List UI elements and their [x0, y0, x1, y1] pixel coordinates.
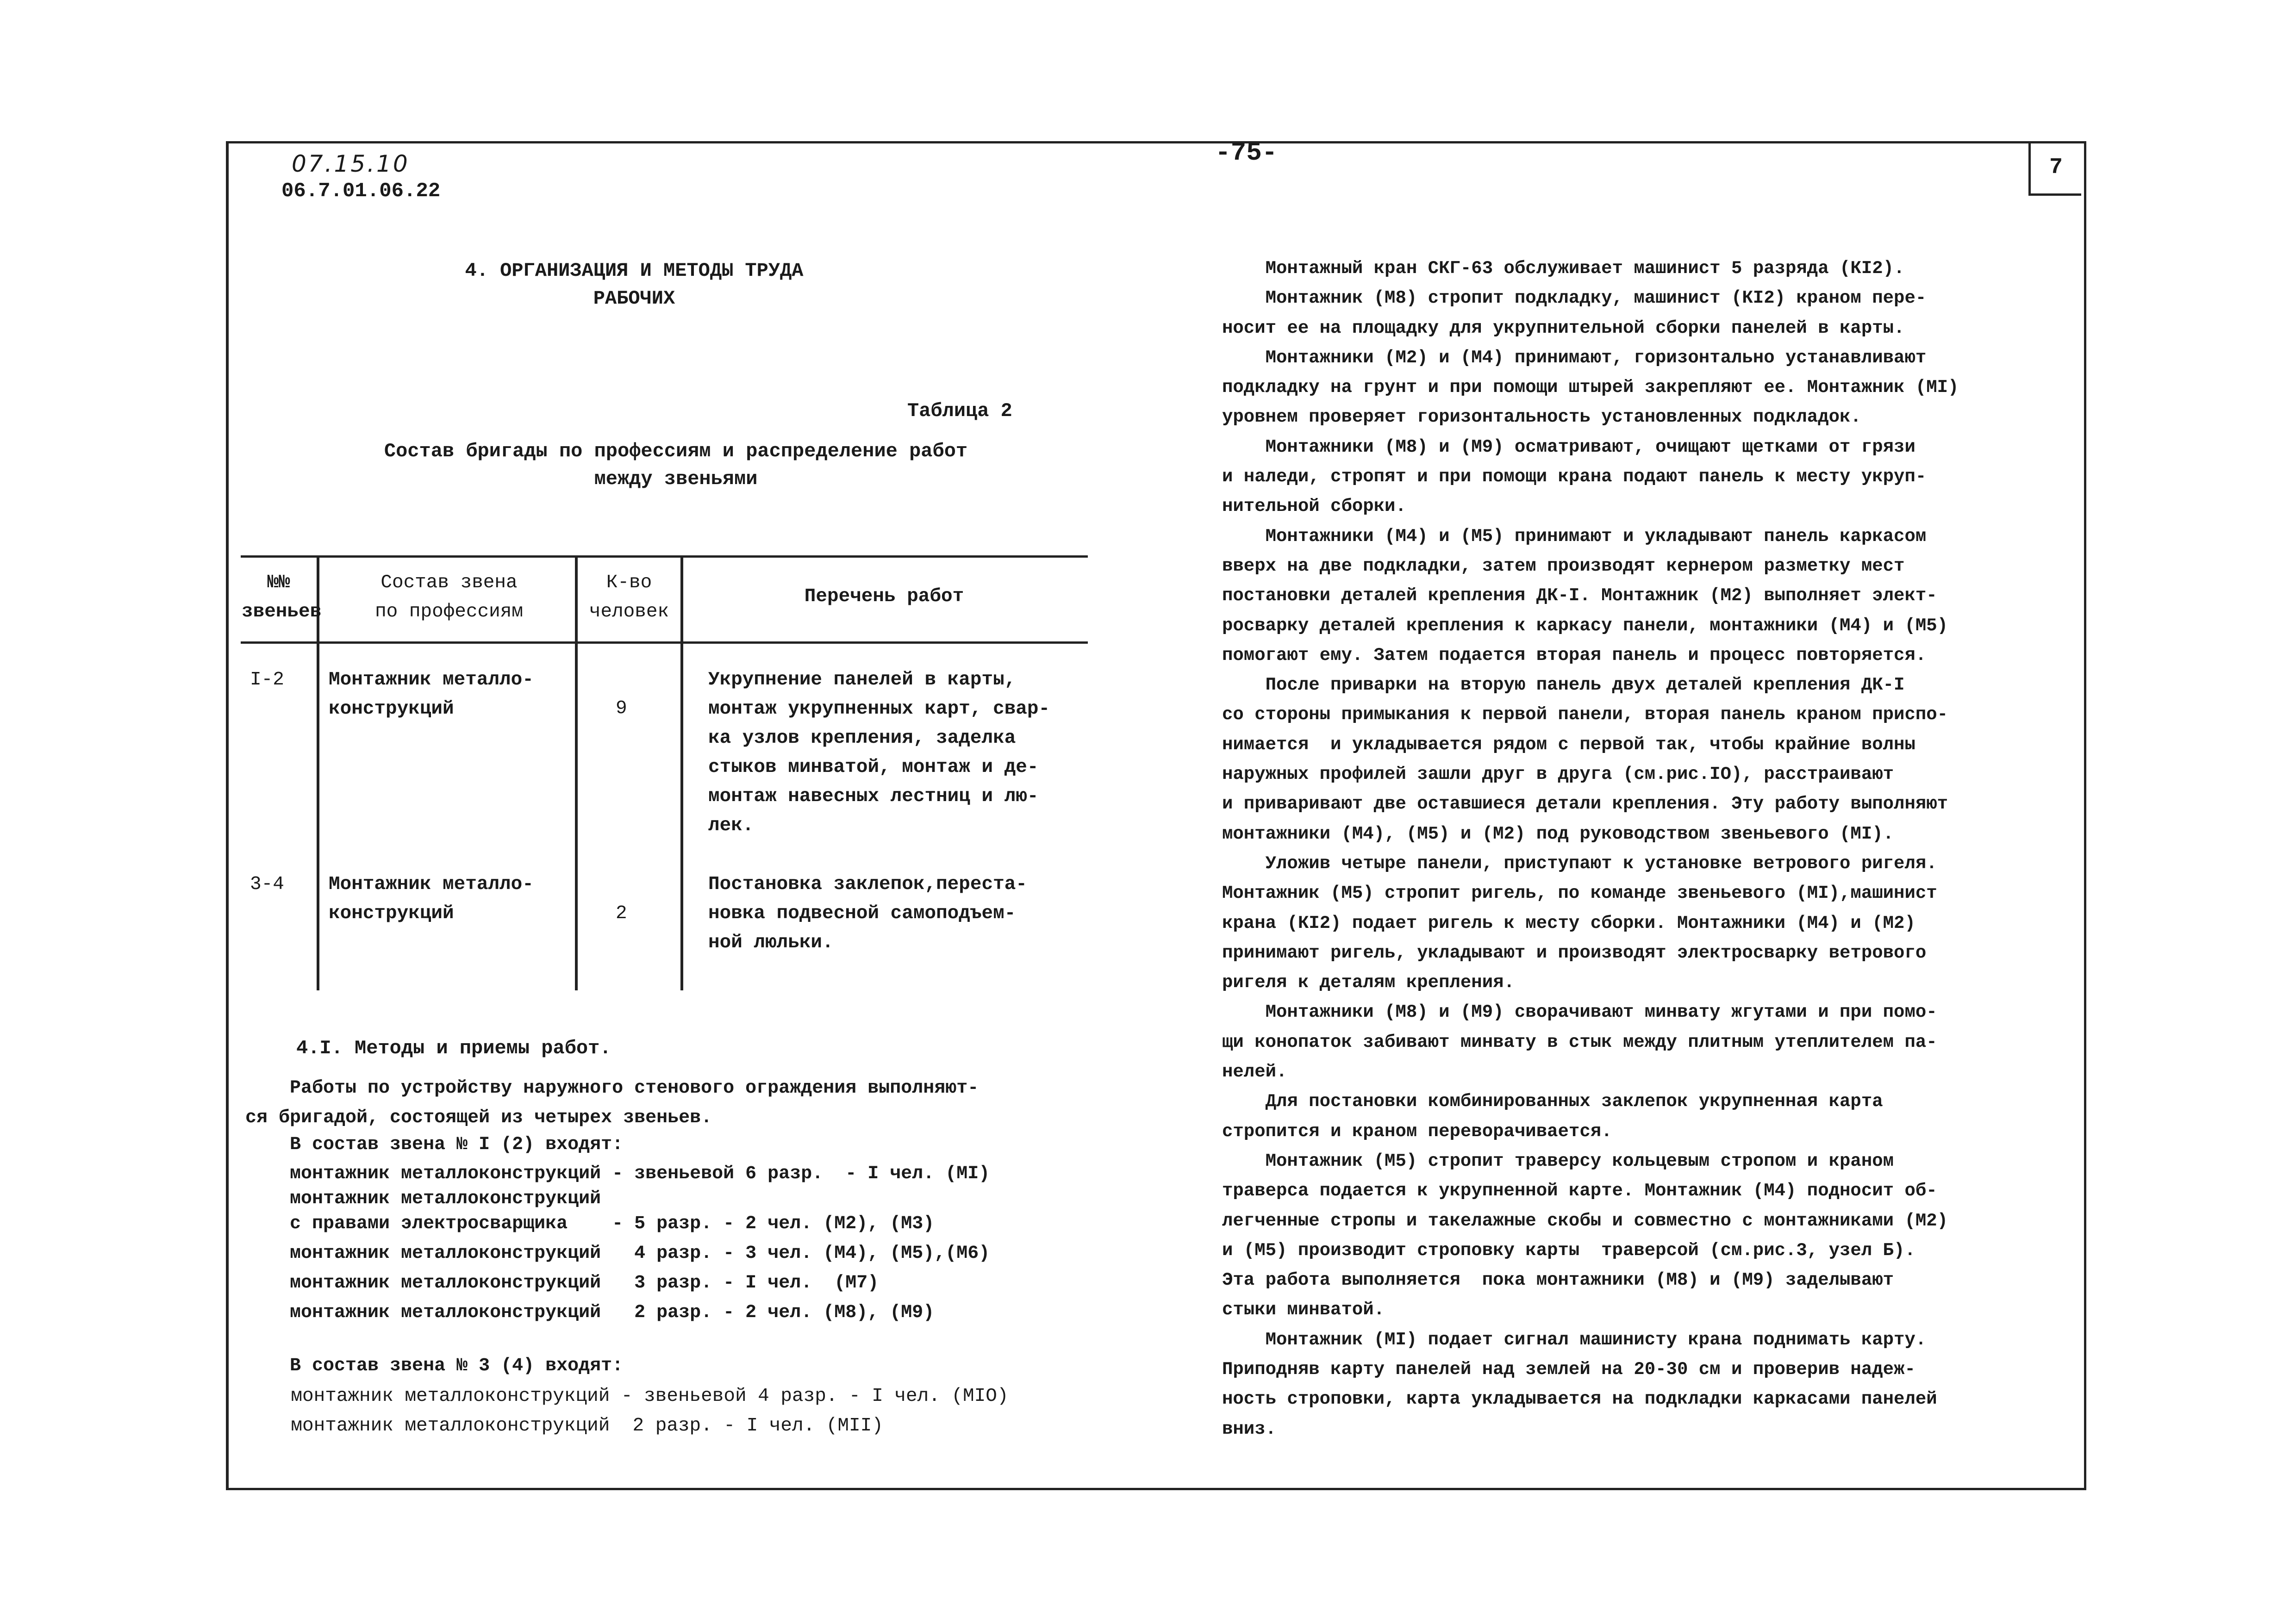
document-code: 06.7.01.06.22: [281, 180, 441, 203]
crew1-line: монтажник металлоконструкций - звеньевой 6 разр. - I чел. (МI): [245, 1163, 990, 1184]
text-line: Монтажники (М4) и (М5) принимают и укладывают панель каркасом: [1222, 526, 1927, 547]
text-line: Приподняв карту панелей над землей на 20-30 см и проверив надеж-: [1222, 1359, 1915, 1380]
text-line: Монтажник (М5) стропит ригель, по команде звеньевого (МI),машинист: [1222, 883, 1937, 904]
text-line: наружных профилей зашли друг в друга (см.рис.IO), расстраивают: [1222, 764, 1894, 785]
section-title: [296, 257, 972, 312]
crew2-line: монтажник металлоконструкций 2 разр. - I чел. (МII): [245, 1415, 883, 1436]
handwritten-code: 07.15.10: [292, 150, 410, 177]
text-line: Монтажник (М5) стропит траверсу кольцевым стропом и краном: [1222, 1150, 1894, 1171]
right-column-text: [1222, 254, 2069, 1444]
text-line: монтажники (М4), (М5) и (М2) под руководством звеньевого (МI).: [1222, 823, 1894, 844]
text-line: росварку деталей крепления к каркасу панели, монтажники (М4) и (М5): [1222, 615, 1948, 636]
text-line: легченные стропы и такелажные скобы и совместно с монтажниками (М2): [1222, 1210, 1948, 1231]
crew2-list: [245, 1381, 1008, 1441]
crew1-line: монтажник металлоконструкций 3 разр. - I чел. (М7): [245, 1273, 879, 1293]
text-line: вверх на две подкладки, затем производят кернером разметку мест: [1222, 555, 1905, 576]
text-line: и (М5) производит строповку карты траверсой (см.рис.3, узел Б).: [1222, 1240, 1915, 1261]
text-line: нелей.: [1222, 1062, 1287, 1082]
text-line: Для постановки комбинированных заклепок укрупненная карта: [1222, 1091, 1883, 1112]
crew2-line: монтажник металлоконструкций - звеньевой 4 разр. - I чел. (МIO): [245, 1386, 1009, 1407]
crew1-title: В состав звена № I (2) входят:: [245, 1134, 624, 1155]
text-line: стыки минватой.: [1222, 1300, 1385, 1320]
text-line: принимают ригель, укладывают и производят электросварку ветрового: [1222, 942, 1927, 963]
row-num: I-2: [250, 669, 284, 690]
crew1-list: [245, 1159, 990, 1328]
text-line: со стороны примыкания к первой панели, вторая панель краном приспо-: [1222, 704, 1948, 725]
section-title-line2: РАБОЧИХ: [593, 287, 675, 310]
text-line: ригеля к деталям крепления.: [1222, 972, 1515, 993]
section-title-line1: 4. ОРГАНИЗАЦИЯ И МЕТОДЫ ТРУДА: [465, 260, 804, 282]
page-number: -75-: [1215, 138, 1278, 168]
sheet-number-box: [2028, 141, 2081, 196]
table-caption-line1: Состав бригады по профессиям и распределение работ: [384, 440, 968, 462]
text-line: стропится и краном переворачивается.: [1222, 1121, 1612, 1142]
text-line: траверса подается к укрупненной карте. Монтажник (М4) подносит об-: [1222, 1181, 1937, 1201]
row-works: Укрупнение панелей в карты, монтаж укрупненных карт, свар- ка узлов крепления, заделка стыков минватой, монтаж и де- монтаж навесных лестниц и лю- лек.: [708, 669, 1050, 836]
table-header-count: К-во человек: [589, 572, 669, 622]
table-caption: [324, 437, 1028, 493]
crew1-line: с правами электросварщика - 5 разр. - 2 чел. (М2), (М3): [245, 1213, 935, 1234]
text-line: Уложив четыре панели, приступают к установке ветрового ригеля.: [1222, 853, 1937, 874]
sheet-number: 7: [2049, 155, 2063, 180]
text-line: крана (КI2) подает ригель к месту сборки. Монтажники (М4) и (М2): [1222, 913, 1915, 933]
text-line: вниз.: [1222, 1418, 1277, 1439]
text-line: Эта работа выполняется пока монтажники (М8) и (М9) заделывают: [1222, 1270, 1894, 1291]
table-header-num: №№ звеньев: [242, 572, 322, 622]
text-line: нительной сборки.: [1222, 496, 1406, 517]
table-header-composition: Состав звена по профессиям: [375, 572, 523, 622]
text-line: уровнем проверяет горизонтальность установленных подкладок.: [1222, 407, 1861, 428]
crew2-title: В состав звена № 3 (4) входят:: [245, 1356, 624, 1376]
text-line: помогают ему. Затем подается вторая панель и процесс повторяется.: [1222, 645, 1927, 665]
text-line: постановки деталей крепления ДК-I. Монтажник (М2) выполняет элект-: [1222, 585, 1937, 606]
table-header-works: Перечень работ: [804, 586, 964, 607]
text-line: Монтажный кран СКГ-63 обслуживает машинист 5 разряда (КI2).: [1222, 258, 1905, 279]
row-num: 3-4: [250, 874, 284, 895]
table-top-rule: [241, 555, 1088, 558]
table-header-rule: [241, 641, 1088, 644]
row-composition: Монтажник металло- конструкций: [329, 669, 534, 720]
row-composition: Монтажник металло- конструкций: [329, 874, 534, 924]
subsection-title: 4.I. Методы и приемы работ.: [296, 1037, 611, 1059]
text-line: носит ее на площадку для укрупнительной сборки панелей в карты.: [1222, 317, 1905, 338]
row-works: Постановка заклепок,переста- новка подвесной самоподъем- ной люльки.: [708, 874, 1027, 953]
crew1-line: монтажник металлоконструкций 4 разр. - 3 чел. (М4), (М5),(М6): [245, 1243, 990, 1264]
text-line: После приварки на вторую панель двух деталей крепления ДК-I: [1222, 675, 1905, 696]
crew1-line: монтажник металлоконструкций: [245, 1188, 601, 1209]
intro-paragraph: Работы по устройству наружного стенового ограждения выполняют- ся бригадой, состоящей из четырех звеньев.: [245, 1078, 979, 1128]
text-line: Монтажники (М2) и (М4) принимают, горизонтально устанавливают: [1222, 347, 1927, 368]
text-line: и наледи, стропят и при помощи крана подают панель к месту укруп-: [1222, 466, 1927, 487]
text-line: подкладку на грунт и при помощи штырей закрепляют ее. Монтажник (МI): [1222, 377, 1959, 398]
text-line: Монтажники (М8) и (М9) сворачивают минвату жгутами и при помо-: [1222, 1002, 1937, 1023]
text-line: и приваривают две оставшиеся детали крепления. Эту работу выполняют: [1222, 794, 1948, 815]
crew1-line: монтажник металлоконструкций 2 разр. - 2 чел. (М8), (М9): [245, 1302, 935, 1323]
table-label: Таблица 2: [907, 400, 1012, 422]
row-count: 9: [616, 698, 627, 719]
row-count: 2: [616, 903, 627, 924]
text-line: Монтажник (МI) подает сигнал машинисту крана поднимать карту.: [1222, 1329, 1927, 1350]
text-line: Монтажник (М8) стропит подкладку, машинист (КI2) краном пере-: [1222, 288, 1927, 309]
table-col-divider-3: [680, 555, 683, 990]
text-line: нимается и укладывается рядом с первой так, чтобы крайние волны: [1222, 734, 1915, 755]
text-line: ность строповки, карта укладывается на подкладки каркасами панелей: [1222, 1389, 1937, 1410]
text-line: Монтажники (М8) и (М9) осматривают, очищают щетками от грязи: [1222, 436, 1915, 457]
text-line: щи конопаток забивают минвату в стык между плитным утеплителем па-: [1222, 1032, 1937, 1052]
table-caption-line2: между звеньями: [594, 468, 758, 490]
